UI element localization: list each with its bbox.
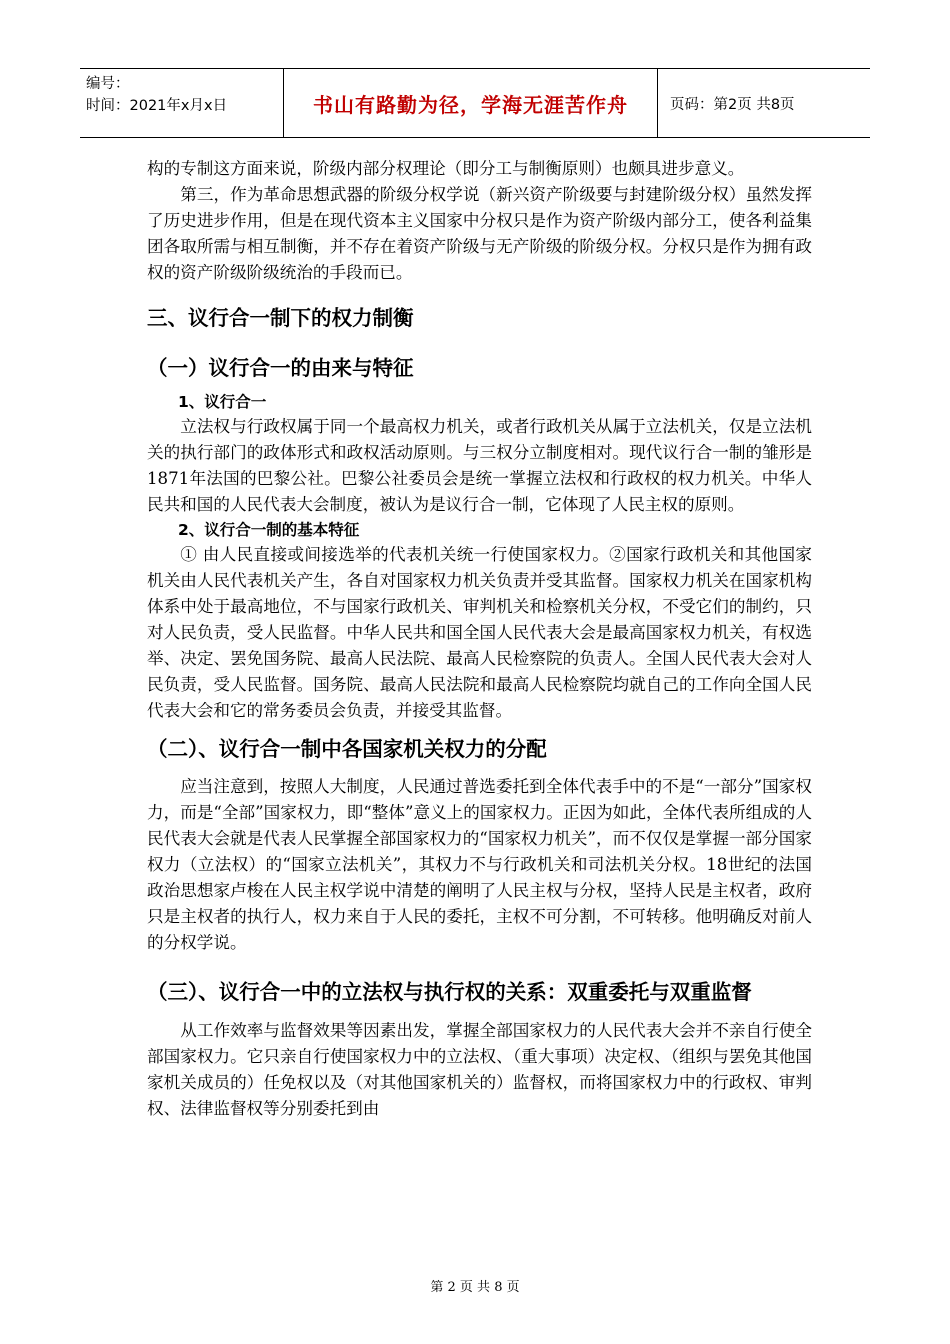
subsection-heading: （一）议行合一的由来与特征 <box>147 356 414 380</box>
paragraph: ① 由人民直接或间接选举的代表机关统一行使国家权力。②国家行政机关和其他国家机关由人民代表机关产生，各自对国家权力机关负责并受其监督。国家权力机关在国家机构体系中处于最高地位，不与国家行政机关、审判机关和检察机关分权，不受它们的制约，只对人民负责，受人民监督。中华人民共和国全国人民代表大会是最高国家权力机关，有权选举、决定、罢免国务院、最高人民法院、最高人民检察院的负责人。全国人民代表大会对人民负责，受人民监督。国务院、最高人民法院和最高人民检察院均就自己的工作向全国人民代表大会和它的常务委员会负责，并接受其监督。 <box>147 545 812 720</box>
section-heading: 三、议行合一制下的权力制衡 <box>147 306 414 330</box>
subsection-heading: （二）、议行合一制中各国家机关权力的分配 <box>147 737 547 761</box>
point-heading: 1、议行合一 <box>178 393 267 411</box>
paragraph: 构的专制这方面来说，阶级内部分权理论（即分工与制衡原则）也颇具进步意义。 <box>147 159 745 178</box>
header-motto: 书山有路勤为径，学海无涯苦作舟 <box>284 69 658 137</box>
paragraph: 应当注意到，按照人大制度，人民通过普选委托到全体代表手中的不是“一部分”国家权力，而是“全部”国家权力，即“整体”意义上的国家权力。正因为如此，全体代表所组成的人民代表大会就是代表人民掌握全部国家权力的“国家权力机关”，而不仅仅是掌握一部分国家权力（立法权）的“国家立法机关”，其权力不与行政机关和司法机关分权。18世纪的法国政治思想家卢梭在人民主权学说中清楚的阐明了人民主权与分权，坚持人民是主权者，政府只是主权者的执行人，权力来自于人民的委托，主权不可分割，不可转移。他明确反对前人的分权学说。 <box>147 777 812 952</box>
paragraph: 第三，作为革命思想武器的阶级分权学说（新兴资产阶级要与封建阶级分权）虽然发挥了历史进步作用，但是在现代资本主义国家中分权只是作为资产阶级内部分工，使各利益集团各取所需与相互制衡，并不存在着资产阶级与无产阶级的阶级分权。分权只是作为拥有政权的资产阶级阶级统治的手段而已。 <box>147 185 812 282</box>
point-heading: 2、议行合一制的基本特征 <box>178 521 360 539</box>
page-footer: 第 2 页 共 8 页 <box>430 1280 520 1295</box>
subsection-heading: （三）、议行合一中的立法权与执行权的关系：双重委托与双重监督 <box>147 980 752 1004</box>
document-number-label: 编号： <box>86 76 130 92</box>
header-meta <box>80 69 284 137</box>
paragraph: 从工作效率与监督效果等因素出发，掌握全部国家权力的人民代表大会并不亲自行使全部国家权力。它只亲自行使国家权力中的立法权、（重大事项）决定权、（组织与罢免其他国家机关成员的）任免权以及（对其他国家机关的）监督权，而将国家权力中的行政权、审判权、法律监督权等分别委托到由 <box>147 1021 812 1118</box>
document-date: 时间：2021年x月x日 <box>86 98 228 114</box>
document-body <box>147 156 812 1122</box>
page-header <box>80 68 870 138</box>
header-page-info: 页码：第2页 共8页 <box>670 96 795 113</box>
paragraph: 立法权与行政权属于同一个最高权力机关，或者行政机关从属于立法机关，仅是立法机关的执行部门的政体形式和政权活动原则。与三权分立制度相对。现代议行合一制的雏形是1871年法国的巴黎公社。巴黎公社委员会是统一掌握立法权和行政权的权力机关。中华人民共和国的人民代表大会制度，被认为是议行合一制，它体现了人民主权的原则。 <box>147 417 812 514</box>
